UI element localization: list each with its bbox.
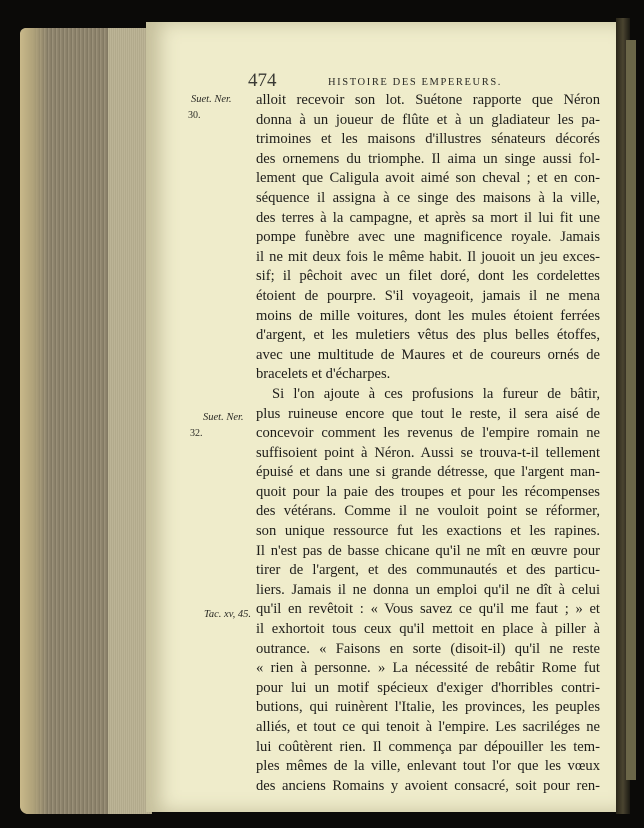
text-line: moins de mille voitures, dont les mules étoient ferrées	[256, 307, 600, 324]
text-line: sif; il pêchoit avec un filet doré, dont les cordelettes	[256, 268, 600, 285]
text-line: trimoines et les maisons d'illustres sénateurs décorés	[256, 131, 600, 148]
text-line: « rien à personne. » La nécessité de rebâtir Rome fut	[256, 660, 600, 677]
body-text	[256, 91, 600, 796]
margin-note-ref: Tac. xv, 45.	[204, 609, 251, 620]
text-line: butions, qui ruinèrent l'Italie, les provinces, les peuples	[256, 699, 600, 716]
text-line: outrance. « Faisons en sorte (disoit-il) qu'il ne reste	[256, 640, 600, 657]
margin-note-ref: Suet. Ner.	[191, 94, 232, 105]
text-line: il ne mit deux fois le même habit. Il jouoit un jeu exces-	[256, 248, 600, 265]
text-line: il exhortoit tous ceux qu'il mettoit en place à piller à	[256, 621, 600, 638]
text-line: son unique ressource fut les exactions et les rapines.	[256, 523, 600, 540]
text-line: pompe funèbre avec une magnificence royale. Jamais	[256, 229, 600, 246]
running-head: HISTOIRE DES EMPEREURS.	[328, 77, 502, 88]
text-line: des ornemens du triomphe. Il aima un singe aussi fol-	[256, 150, 600, 167]
text-line: d'argent, et les muletiers vêtus des plus belles étoffes,	[256, 327, 600, 344]
text-line: ples mêmes de la ville, enlevant tout l'or que les vœux	[256, 758, 600, 775]
text-line: pour lui un motif spécieux d'exiger d'horribles contri-	[256, 679, 600, 696]
margin-note-num: 30.	[188, 110, 201, 121]
text-line: lement que Caligula avoit aimé son cheval ; et en con-	[256, 170, 600, 187]
text-line: épuisé et dans une si grande détresse, que l'argent man-	[256, 464, 600, 481]
margin-note-num: 32.	[190, 428, 203, 439]
text-line: des vétérans. Comme il ne vouloit point se réformer,	[256, 503, 600, 520]
text-line: Si l'on ajoute à ces profusions la fureur de bâtir,	[272, 385, 600, 402]
text-line: des anciens Romains y avoient consacré, soit pour ren-	[256, 777, 600, 794]
text-line: quoit pour la paie des troupes et pour les récompenses	[256, 483, 600, 500]
text-line: Il n'est pas de basse chicane qu'il ne mît en œuvre pour	[256, 542, 600, 559]
text-line: concevoir comment les revenus de l'empire romain ne	[256, 425, 600, 442]
text-line: liers. Jamais il ne donna un emploi qu'il ne dît à celui	[256, 581, 600, 598]
page-edges	[20, 28, 152, 814]
text-line: alloit recevoir son lot. Suétone rapporte que Néron	[256, 92, 600, 108]
text-line: alliés, et tout ce qui tenoit à l'empire. Les sacriléges ne	[256, 719, 600, 735]
text-line: qu'il en revêtoit : « Vous savez ce qu'il me faut ; » et	[256, 601, 600, 618]
text-line: lui coûtèrent rien. Il commença par dépouiller les tem-	[256, 738, 600, 755]
page-number: 474	[248, 70, 277, 91]
text-line: séquence il assigna à ce singe des maisons à la ville,	[256, 189, 600, 206]
text-line: plus ruineuse encore que tout le reste, il sera aisé de	[256, 405, 600, 422]
text-line: des terres à la campagne, et après sa mort il lui fit une	[256, 209, 600, 226]
text-line: bracelets et d'écharpes.	[256, 366, 391, 383]
text-line: étoient de pourpre. S'il voyageoit, jamais il ne mena	[256, 287, 600, 304]
text-line: suffisoient point à Néron. Aussi se trouva-t-il tellement	[256, 444, 600, 461]
text-line: tirer de l'argent, et des communautés et des particu-	[256, 562, 600, 579]
facing-page-edge	[626, 40, 636, 780]
margin-note-ref: Suet. Ner.	[203, 412, 244, 423]
text-line: donna à un joueur de flûte et à un gladiateur les pa-	[256, 111, 600, 128]
text-line: avec une multitude de Maures et de coureurs ornés de	[256, 346, 600, 363]
